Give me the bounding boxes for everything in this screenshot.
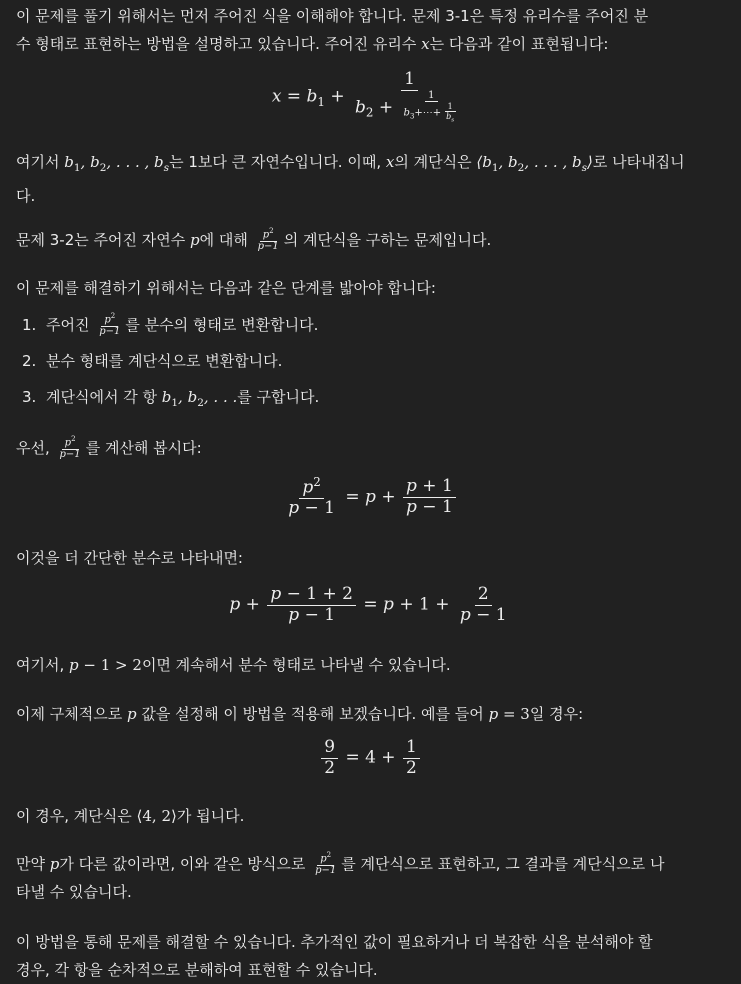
paragraph-intro: 이 문제를 풀기 위해서는 먼저 주어진 식을 이해해야 합니다. 문제 3-1은 특정 유리수를 주어진 분 수 형태로 표현하는 방법을 설명하고 있습니다. 주어진 유리수 x는 다음과 같이 표현됩니다: bbox=[16, 7, 649, 53]
paragraph-simplify: 이것을 더 간단한 분수로 나타내면: bbox=[16, 549, 243, 567]
paragraph-compute: 우선, $\frac{p^2}{p-1}$ 를 계산해 봅시다: bbox=[16, 435, 202, 461]
equation-continued-fraction: $x = b_1$ + 1 $b_2$ + 1 $b_3+\cdots+$ $\frac{1}{b_s}$ bbox=[271, 69, 455, 124]
math-inline: x bbox=[421, 35, 430, 53]
math-inline: $b_1$, $b_2$, . . . , $b_s$ bbox=[64, 153, 170, 174]
equation-example: $\frac{9}{2}$ = 4 + $\frac{1}{2}$ bbox=[0, 738, 741, 778]
list-item: 3. 계단식에서 각 항 $b_1$, $b_2$, . . .를 구합니다. bbox=[22, 388, 320, 409]
paragraph-general: 만약 p가 다른 값이라면, 이와 같은 방식으로 $\frac{p^2}{p-1}$ 를 계단식으로 표현하고, 그 결과를 계단식으로 나 타낼 수 있습니다. bbox=[16, 851, 665, 901]
list-item: 1. 주어진 $\frac{p^2}{p-1}$ 를 분수의 형태로 변환합니다. bbox=[22, 312, 319, 338]
paragraph-example: 이제 구체적으로 p 값을 설정해 이 방법을 적용해 보겠습니다. 예를 들어 p = 3일 경우: bbox=[16, 705, 584, 723]
list-item: 2. 분수 형태를 계단식으로 변환합니다. bbox=[22, 352, 283, 370]
equation-division: $\frac{p^2}{p - 1}$ = p + $\frac{p + 1}{p - 1}$ bbox=[0, 476, 741, 519]
paragraph-problem-3-2: 문제 3-2는 주어진 자연수 p에 대해 $\frac{p^2}{p-1}$ 의 계단식을 구하는 문제입니다. bbox=[16, 227, 492, 253]
equation-simplified: p + $\frac{p - 1 + 2}{p - 1}$ = p + 1 + $\frac{2}{p - 1}$ bbox=[229, 584, 507, 625]
paragraph-steps-intro: 이 문제를 해결하기 위해서는 다음과 같은 단계를 밟아야 합니다: bbox=[16, 279, 436, 297]
paragraph-definition: 여기서 $b_1$, $b_2$, . . . , $b_s$는 1보다 큰 자연수입니다. 이때, x의 계단식은 $⟨b_1$, $b_2$, . . . , $b_s⟩$로 나타내집니 다. bbox=[16, 153, 685, 205]
paragraph-conclusion: 이 방법을 통해 문제를 해결할 수 있습니다. 추가적인 값이 필요하거나 더 복잡한 식을 분석해야 할 경우, 각 항을 순차적으로 분해하여 표현할 수 있습니다. bbox=[16, 933, 653, 979]
steps-list bbox=[16, 311, 319, 417]
paragraph-condition: 여기서, p − 1 > 2이면 계속해서 분수 형태로 나타낼 수 있습니다. bbox=[16, 656, 451, 674]
paragraph-result: 이 경우, 계단식은 ⟨4, 2⟩가 됩니다. bbox=[16, 807, 245, 825]
